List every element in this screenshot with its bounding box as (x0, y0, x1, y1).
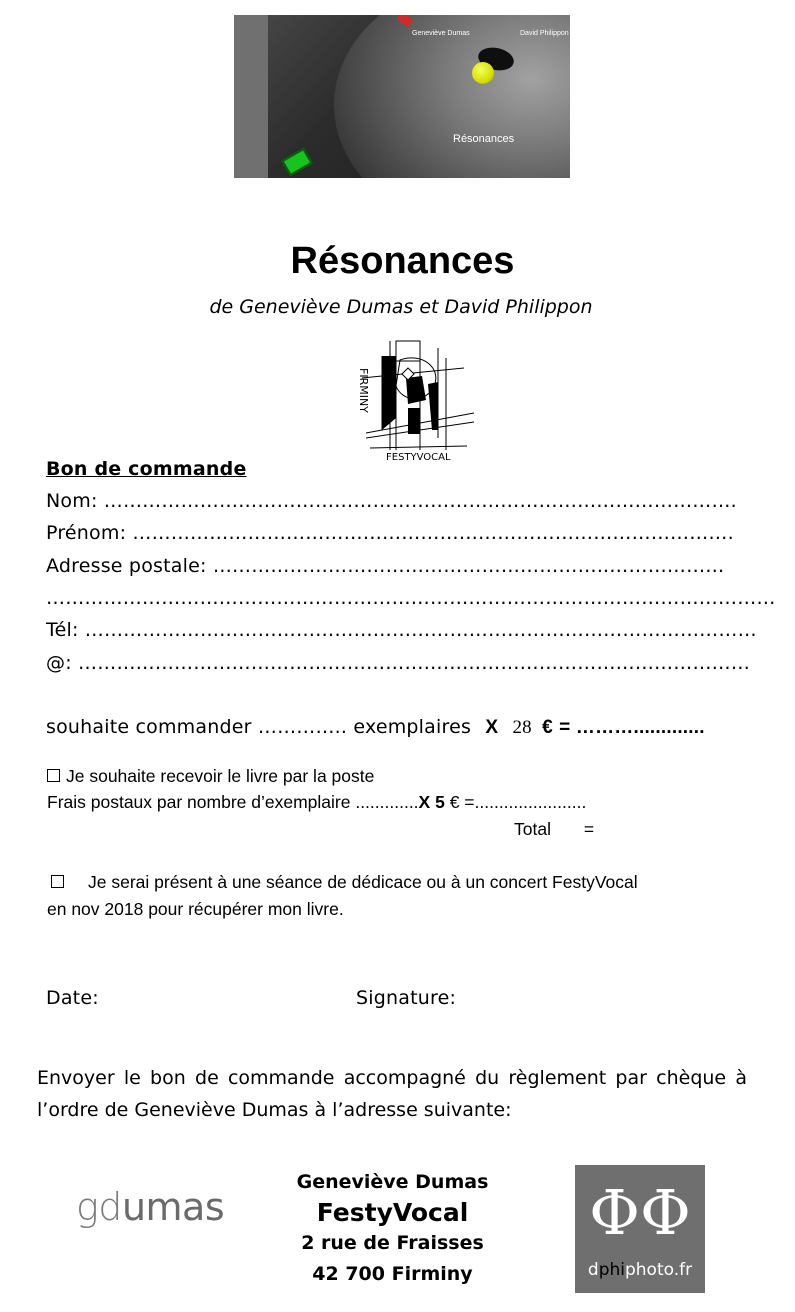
total-eq: = (583, 819, 595, 839)
cover-yellow-ball (472, 62, 494, 84)
cover-author2: David Philippon (520, 30, 569, 37)
order-price: 28 (512, 717, 532, 738)
logo-vertical-text: FIRMINY (357, 368, 370, 413)
dphi-label (575, 1260, 705, 1280)
address-org: FestyVocal (316, 1198, 469, 1227)
cover-wall-shape (334, 15, 570, 178)
field-nom[interactable]: Nom: ……………………………………………………..………………………………. (46, 490, 737, 512)
cover-side-strip (234, 15, 268, 178)
order-quantity-line[interactable] (46, 716, 705, 739)
date-label: Date: (46, 987, 99, 1009)
order-euro: € (542, 717, 553, 738)
cover-author1: Geneviève Dumas (412, 30, 470, 37)
dphi-rest: photo.fr (624, 1260, 693, 1280)
dedicace-line1: Je serai présent à une séance de dédicace ou à un concert FestyVocal (88, 872, 638, 892)
order-prefix: souhaite commander ………….. exemplaires (46, 716, 472, 738)
field-email[interactable]: @: …………………………………………………………………………………………… (46, 652, 751, 674)
gdumas-rest: umas (121, 1185, 225, 1229)
dphiphoto-logo (575, 1165, 705, 1293)
postal-address (280, 1168, 505, 1290)
field-adresse-2[interactable]: …………………………………………………………………………………………………… (46, 587, 776, 609)
cover-title: Résonances (453, 133, 515, 145)
post-checkbox[interactable] (47, 769, 60, 782)
logo-text: FESTYVOCAL (386, 452, 451, 463)
cover-green-block (281, 148, 313, 177)
instructions: Envoyer le bon de commande accompagné du règlement par chèque à l’ordre de Geneviève Dumas à l’adresse suivante: (37, 1067, 747, 1121)
order-suffix: = ………............. (559, 717, 705, 738)
address-street: 2 rue de Fraisses (301, 1232, 484, 1254)
page-subtitle: de Geneviève Dumas et David Philippon (209, 296, 593, 318)
post-option-label: Je souhaite recevoir le livre par la poste (66, 766, 375, 786)
signature-label: Signature: (356, 987, 457, 1009)
field-prenom[interactable]: Prénom: …………………………………………………………………………………. (46, 522, 734, 544)
form-heading: Bon de commande (46, 458, 247, 480)
address-name: Geneviève Dumas (296, 1171, 489, 1193)
order-x: X (485, 717, 499, 738)
field-adresse[interactable]: Adresse postale: ……………………………………………………..……………… (46, 555, 725, 577)
cover-image (234, 15, 570, 178)
total-line (514, 819, 594, 840)
dedicace-checkbox[interactable] (51, 875, 64, 888)
gdumas-logo (76, 1185, 224, 1229)
dedicace-line2: en nov 2018 pour récupérer mon livre. (47, 899, 344, 919)
post-fees-suffix: € =....................... (444, 792, 587, 812)
gdumas-gd: gd (76, 1185, 122, 1229)
dphi-phi: phi (598, 1260, 625, 1280)
post-fees-line (47, 792, 586, 813)
post-fees-prefix: Frais postaux par nombre d’exemplaire ............. (47, 792, 419, 812)
field-tel[interactable]: Tél: …………………………………………………………………………………………… (46, 619, 757, 641)
dedicace-option[interactable] (47, 872, 638, 893)
festyvocal-logo (352, 338, 477, 466)
dphi-d: d (587, 1260, 599, 1280)
address-city: 42 700 Firminy (312, 1263, 473, 1285)
page-title: Résonances (290, 240, 515, 282)
total-label: Total (514, 819, 551, 839)
post-option[interactable] (47, 766, 374, 787)
post-fees-x5: X 5 (418, 792, 445, 812)
dphi-glyphs: ΦΦ (589, 1176, 691, 1249)
